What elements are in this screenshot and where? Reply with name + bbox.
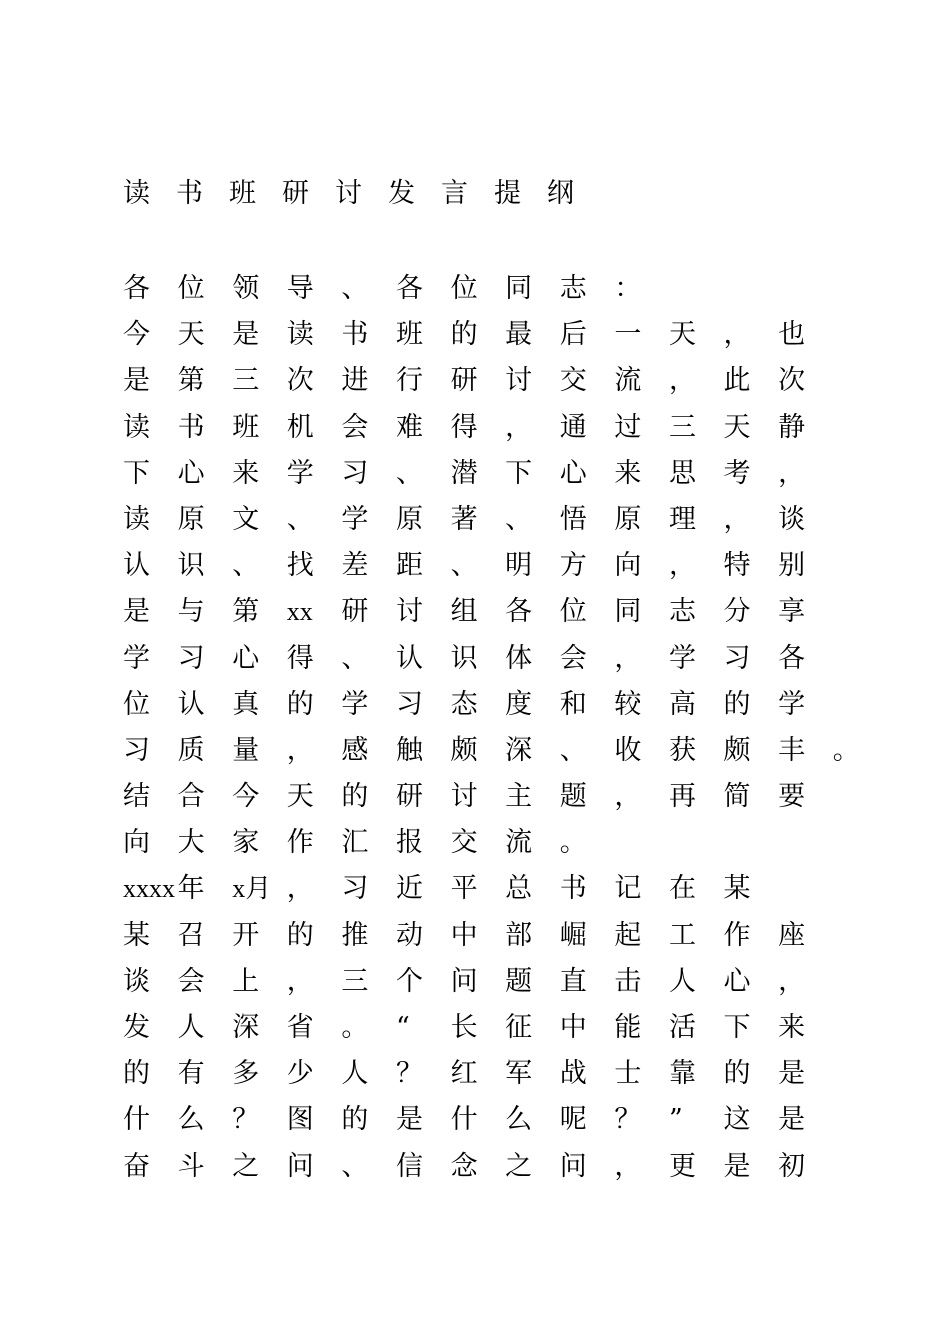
text-char: 结 [123, 781, 150, 813]
text-char: 思 [668, 457, 696, 489]
text-char: ， [778, 965, 806, 997]
text-char: 第 [177, 365, 205, 397]
text-char: 过 [614, 411, 642, 443]
text-char: 一 [614, 319, 642, 351]
text-char: 作 [723, 919, 751, 951]
text-char: 各 [778, 642, 806, 674]
text-char: ， [286, 734, 314, 766]
text-char: 讨 [395, 596, 423, 628]
text-char: 简 [723, 781, 751, 813]
text-char: 享 [778, 596, 806, 628]
text-char: 讨 [505, 365, 533, 397]
text-char: 讨 [450, 781, 478, 813]
text-char: 是 [123, 365, 150, 397]
text-char: 高 [668, 688, 696, 720]
text-char: 进 [341, 365, 369, 397]
text-char: 是 [395, 1104, 423, 1136]
text-char: 记 [614, 873, 642, 905]
text-char: 、 [286, 503, 314, 535]
text-char: 位 [559, 596, 587, 628]
text-char: 题 [559, 781, 587, 813]
text-char: 读 [123, 411, 150, 443]
text-line [123, 312, 823, 358]
text-char: 组 [450, 596, 478, 628]
text-char: 某 [723, 873, 751, 905]
text-char: 得 [286, 642, 314, 674]
text-char: 的 [450, 319, 478, 351]
text-char: 也 [778, 319, 806, 351]
text-char: 各 [123, 273, 150, 304]
text-line [123, 266, 823, 312]
text-char: 长 [450, 1012, 478, 1043]
text-char: 差 [341, 550, 369, 582]
text-char: 感 [341, 734, 369, 766]
text-char: 书 [177, 411, 205, 443]
text-char: 中 [450, 919, 478, 951]
text-char: 什 [123, 1104, 150, 1136]
text-char: 位 [177, 273, 205, 304]
text-char: 家 [232, 827, 260, 859]
text-char: 静 [778, 411, 806, 443]
text-char: 颇 [450, 734, 478, 766]
text-char: 工 [668, 919, 696, 951]
text-char: 研 [450, 365, 478, 397]
text-char: 题 [505, 965, 533, 997]
text-char: 某 [123, 919, 150, 951]
text-char: 什 [450, 1104, 478, 1136]
text-char: ， [668, 365, 696, 397]
text-char: 上 [232, 965, 260, 997]
text-char: 么 [505, 1104, 533, 1136]
text-char: 学 [123, 642, 150, 674]
text-char: 会 [177, 965, 205, 997]
text-char: ？ [614, 1104, 642, 1136]
text-char: 较 [614, 688, 642, 720]
text-char: 潜 [450, 457, 478, 489]
text-char: 会 [559, 642, 587, 674]
text-char: 习 [341, 457, 369, 489]
text-char: 斗 [177, 1150, 205, 1182]
text-char: 习 [395, 688, 423, 720]
text-char: 心 [232, 642, 260, 674]
text-char: 第 [232, 596, 260, 628]
text-char: 原 [614, 503, 642, 535]
text-char: 次 [286, 365, 314, 397]
text-char: 座 [778, 919, 806, 951]
text-char: 认 [123, 550, 150, 582]
text-char: 个 [395, 965, 423, 997]
text-char: 、 [232, 550, 260, 582]
text-char: 读 [123, 503, 150, 535]
text-char: 中 [559, 1012, 587, 1043]
text-line [123, 1005, 823, 1051]
text-char: 丰 [778, 734, 806, 766]
text-char: x月 [232, 874, 272, 904]
text-char: 研 [395, 781, 423, 813]
text-line [123, 451, 823, 497]
text-char: 、 [395, 457, 423, 489]
text-char: 距 [395, 550, 423, 582]
text-char: 各 [395, 273, 423, 304]
text-char: 别 [778, 550, 806, 582]
text-char: ， [286, 873, 314, 905]
text-char: 书 [559, 873, 587, 905]
text-char: 的 [341, 1104, 369, 1136]
text-char: 省 [286, 1012, 314, 1043]
text-char: ？ [232, 1104, 260, 1136]
text-line [123, 497, 823, 543]
text-char: 来 [232, 457, 260, 489]
text-char: 少 [286, 1058, 314, 1090]
text-char: 向 [123, 827, 150, 859]
text-char: 学 [668, 642, 696, 674]
text-char: 心 [559, 457, 587, 489]
text-line [123, 1144, 823, 1190]
text-char: ” [668, 1104, 683, 1136]
text-char: 认 [177, 688, 205, 720]
text-char: 多 [232, 1058, 260, 1090]
text-char: xxxx [123, 874, 175, 904]
text-line [123, 866, 823, 912]
text-char: 主 [505, 781, 533, 813]
text-char: 、 [450, 550, 478, 582]
text-char: 态 [450, 688, 478, 720]
text-char: 的 [286, 688, 314, 720]
text-char: xx [286, 597, 313, 627]
text-char: 发 [123, 1012, 150, 1043]
text-char: 作 [286, 827, 314, 859]
text-char: 人 [341, 1058, 369, 1090]
text-char: 触 [395, 734, 423, 766]
text-char: 靠 [668, 1058, 696, 1090]
text-line [123, 405, 823, 451]
text-char: 心 [723, 965, 751, 997]
text-char: 真 [232, 688, 260, 720]
text-char: 报 [395, 827, 423, 859]
text-char: 奋 [123, 1150, 150, 1182]
text-char: 深 [232, 1012, 260, 1043]
text-char: 再 [668, 781, 696, 813]
text-char: 次 [778, 365, 806, 397]
text-char: 呢 [559, 1104, 587, 1136]
text-line [123, 774, 823, 820]
text-char: 悟 [559, 503, 587, 535]
text-char: 领 [232, 273, 260, 304]
text-char: 分 [723, 596, 751, 628]
text-char: 、 [341, 642, 369, 674]
text-char: 交 [559, 365, 587, 397]
text-char: 问 [559, 1150, 587, 1182]
text-char: 三 [232, 365, 260, 397]
text-char: 会 [341, 411, 369, 443]
text-char: 学 [286, 457, 314, 489]
text-char: 、 [559, 734, 587, 766]
text-char: 天 [177, 319, 205, 351]
text-char: 。 [559, 827, 587, 859]
text-char: ： [614, 273, 642, 304]
text-line [123, 358, 823, 404]
text-line [123, 1097, 823, 1143]
text-char: ， [723, 319, 751, 351]
text-char: 更 [668, 1150, 696, 1182]
text-char: 的 [723, 1058, 751, 1090]
text-line [123, 636, 823, 682]
text-char: 最 [505, 319, 533, 351]
text-char: 方 [559, 550, 587, 582]
text-char: 流 [614, 365, 642, 397]
text-char: 志 [559, 273, 587, 304]
text-char: 各 [505, 596, 533, 628]
text-char: ， [668, 550, 696, 582]
document-title: 读书班研讨发言提纲 [123, 178, 600, 209]
text-char: 这 [723, 1104, 751, 1136]
text-char: 难 [395, 411, 423, 443]
text-char: 下 [723, 1012, 751, 1043]
text-char: 动 [395, 919, 423, 951]
text-char: 收 [614, 734, 642, 766]
text-char: 度 [505, 688, 533, 720]
text-char: 今 [232, 781, 260, 813]
text-char: 是 [778, 1104, 806, 1136]
text-char: 问 [450, 965, 478, 997]
text-char: 征 [505, 1012, 533, 1043]
text-char: 三 [668, 411, 696, 443]
text-char: 质 [177, 734, 205, 766]
text-line [123, 820, 823, 866]
text-char: 三 [341, 965, 369, 997]
text-char: 量 [232, 734, 260, 766]
text-char: 士 [614, 1058, 642, 1090]
text-char: 汇 [341, 827, 369, 859]
text-line [123, 589, 823, 635]
text-char: “ [395, 1012, 410, 1043]
text-char: 信 [395, 1150, 423, 1182]
text-char: 合 [177, 781, 205, 813]
text-char: 认 [395, 642, 423, 674]
text-char: 、 [341, 1150, 369, 1182]
text-char: 读 [286, 319, 314, 351]
text-char: 。 [832, 734, 860, 766]
text-char: 图 [286, 1104, 314, 1136]
text-char: 总 [505, 873, 533, 905]
text-line [123, 728, 860, 774]
text-char: 获 [668, 734, 696, 766]
text-char: 体 [505, 642, 533, 674]
text-char: ， [614, 642, 642, 674]
text-char: 同 [505, 273, 533, 304]
text-line [123, 913, 823, 959]
text-char: 书 [341, 319, 369, 351]
text-char: 是 [123, 596, 150, 628]
text-char: 明 [505, 550, 533, 582]
text-char: 班 [232, 411, 260, 443]
text-char: 推 [341, 919, 369, 951]
text-char: 下 [123, 457, 150, 489]
text-char: 起 [614, 919, 642, 951]
text-char: 通 [559, 411, 587, 443]
text-char: 是 [232, 319, 260, 351]
text-char: 原 [177, 503, 205, 535]
text-char: 志 [668, 596, 696, 628]
text-char: 能 [614, 1012, 642, 1043]
text-char: 崛 [559, 919, 587, 951]
text-char: 同 [614, 596, 642, 628]
text-char: 学 [778, 688, 806, 720]
text-char: 之 [505, 1150, 533, 1182]
text-char: 天 [723, 411, 751, 443]
text-char: 班 [395, 319, 423, 351]
text-char: 导 [286, 273, 314, 304]
text-line [123, 959, 823, 1005]
text-char: 、 [505, 503, 533, 535]
text-char: 后 [559, 319, 587, 351]
text-char: 的 [286, 919, 314, 951]
text-char: 是 [778, 1058, 806, 1090]
text-char: 召 [177, 919, 205, 951]
text-line [123, 1051, 823, 1097]
text-char: 击 [614, 965, 642, 997]
text-char: 问 [286, 1150, 314, 1182]
text-char: 么 [177, 1104, 205, 1136]
text-char: 位 [123, 688, 150, 720]
text-char: 识 [450, 642, 478, 674]
text-char: ， [723, 503, 751, 535]
text-char: 得 [450, 411, 478, 443]
text-char: 来 [614, 457, 642, 489]
text-char: ， [614, 781, 642, 813]
text-line [123, 682, 823, 728]
text-char: 大 [177, 827, 205, 859]
text-char: 有 [177, 1058, 205, 1090]
text-char: 行 [395, 365, 423, 397]
text-char: 原 [395, 503, 423, 535]
text-char: 、 [341, 273, 369, 304]
document-body [123, 266, 860, 1190]
text-char: 机 [286, 411, 314, 443]
text-char: 直 [559, 965, 587, 997]
text-char: 战 [559, 1058, 587, 1090]
text-char: 心 [177, 457, 205, 489]
text-char: 与 [177, 596, 205, 628]
text-line [123, 543, 823, 589]
text-char: ？ [395, 1058, 423, 1090]
text-char: 人 [177, 1012, 205, 1043]
text-char: 来 [778, 1012, 806, 1043]
text-char: 开 [232, 919, 260, 951]
text-char: 找 [286, 550, 314, 582]
text-char: 颇 [723, 734, 751, 766]
text-char: 天 [286, 781, 314, 813]
text-char: 习 [123, 734, 150, 766]
text-char: ， [286, 965, 314, 997]
text-char: 向 [614, 550, 642, 582]
text-char: 和 [559, 688, 587, 720]
text-char: 位 [450, 273, 478, 304]
text-char: 习 [177, 642, 205, 674]
text-char: 活 [668, 1012, 696, 1043]
text-char: 著 [450, 503, 478, 535]
text-char: 识 [177, 550, 205, 582]
text-char: 流 [505, 827, 533, 859]
text-char: 习 [341, 873, 369, 905]
text-char: 。 [341, 1012, 369, 1043]
text-char: 在 [668, 873, 696, 905]
text-char: 今 [123, 319, 150, 351]
text-char: 学 [341, 503, 369, 535]
text-char: 特 [723, 550, 751, 582]
text-char: 天 [668, 319, 696, 351]
text-char: 的 [123, 1058, 150, 1090]
text-char: 的 [341, 781, 369, 813]
text-char: 的 [723, 688, 751, 720]
text-char: 理 [668, 503, 696, 535]
text-char: ， [505, 411, 533, 443]
text-char: 军 [505, 1058, 533, 1090]
text-char: 平 [450, 873, 478, 905]
text-char: 之 [232, 1150, 260, 1182]
text-char: 人 [668, 965, 696, 997]
text-char: 红 [450, 1058, 478, 1090]
text-char: 此 [723, 365, 751, 397]
text-char: 深 [505, 734, 533, 766]
text-char: 习 [723, 642, 751, 674]
text-char: 交 [450, 827, 478, 859]
text-char: 是 [723, 1150, 751, 1182]
text-char: 考 [723, 457, 751, 489]
text-char: ， [778, 457, 806, 489]
text-char: 下 [505, 457, 533, 489]
text-char: 谈 [123, 965, 150, 997]
text-char: 年 [177, 873, 205, 905]
text-char: 文 [232, 503, 260, 535]
text-char: 近 [395, 873, 423, 905]
text-char: 部 [505, 919, 533, 951]
text-char: 要 [778, 781, 806, 813]
text-char: 研 [341, 596, 369, 628]
text-char: ， [614, 1150, 642, 1182]
text-char: 谈 [778, 503, 806, 535]
text-char: 初 [778, 1150, 806, 1182]
text-char: 念 [450, 1150, 478, 1182]
text-char: 学 [341, 688, 369, 720]
